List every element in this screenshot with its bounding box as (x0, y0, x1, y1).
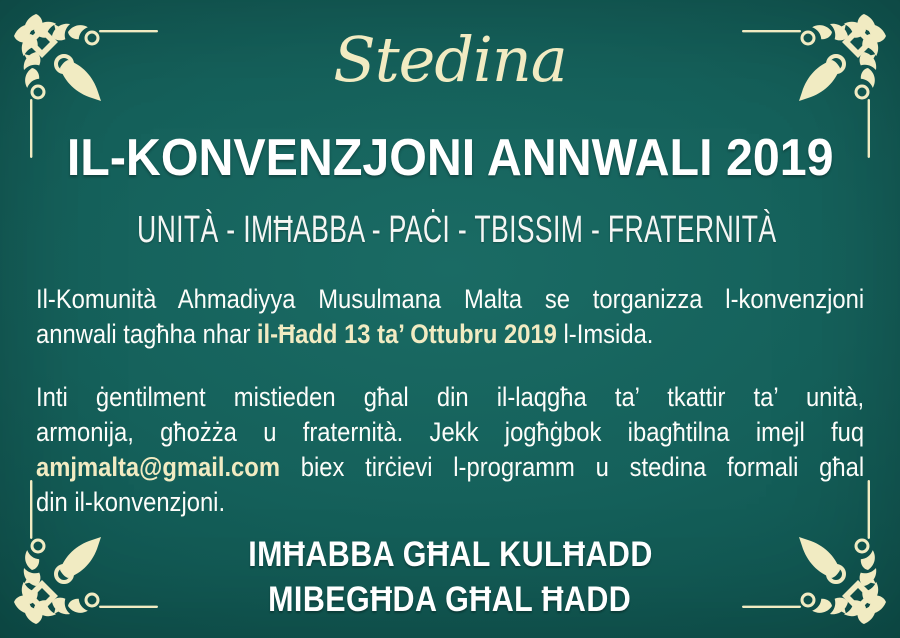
event-date-highlight: il-Ħadd 13 ta’ Ottubru 2019 (256, 319, 557, 349)
body-text (36, 282, 864, 520)
footer-line-1-text: IMĦABBA GĦAL KULĦADD (247, 535, 653, 574)
paragraph-1-line-1: Il-Komunità Ahmadiyya Musulmana Malta se torganizza l-konvenzjoni (36, 284, 865, 314)
paragraph-2-line-4: din il-konvenzjoni. (36, 487, 226, 517)
p1-line2-text: annwali tagħha nhar (36, 319, 257, 349)
main-heading-text: IL-KONVENZJONI ANNWALI 2019 (66, 129, 834, 187)
paragraph-1-line-2 (36, 317, 864, 352)
footer-line-2 (0, 581, 900, 626)
paragraph-1 (36, 282, 864, 352)
paragraph-2-line-3 (36, 450, 864, 485)
script-title: Stedina (333, 23, 567, 96)
footer-line-1 (0, 536, 900, 581)
footer-line-2-text: MIBEGĦDA GĦAL ĦADD (268, 580, 632, 619)
paragraph-2 (36, 380, 864, 520)
paragraph-2-line-2: armonija, għożża u fraternità. Jekk jogħġbok ibagħtilna imejl fuq (36, 417, 865, 447)
p1-line2-tail: l-Imsida. (556, 319, 654, 349)
p2-line3-tail: biex tirċievi l-programm u stedina formali għal (279, 452, 865, 482)
subtitle-text: UNITÀ - IMĦABBA - PAĊI - TBISSIM - FRATERNITÀ (137, 209, 777, 251)
main-heading (0, 128, 900, 201)
footer-slogan (0, 536, 900, 626)
email-address: amjmalta@gmail.com (36, 452, 280, 482)
paragraph-2-line-1: Inti ġentilment mistieden għal din il-laqgħa ta’ tkattir ta’ unità, (36, 382, 865, 412)
subtitle (0, 208, 900, 260)
